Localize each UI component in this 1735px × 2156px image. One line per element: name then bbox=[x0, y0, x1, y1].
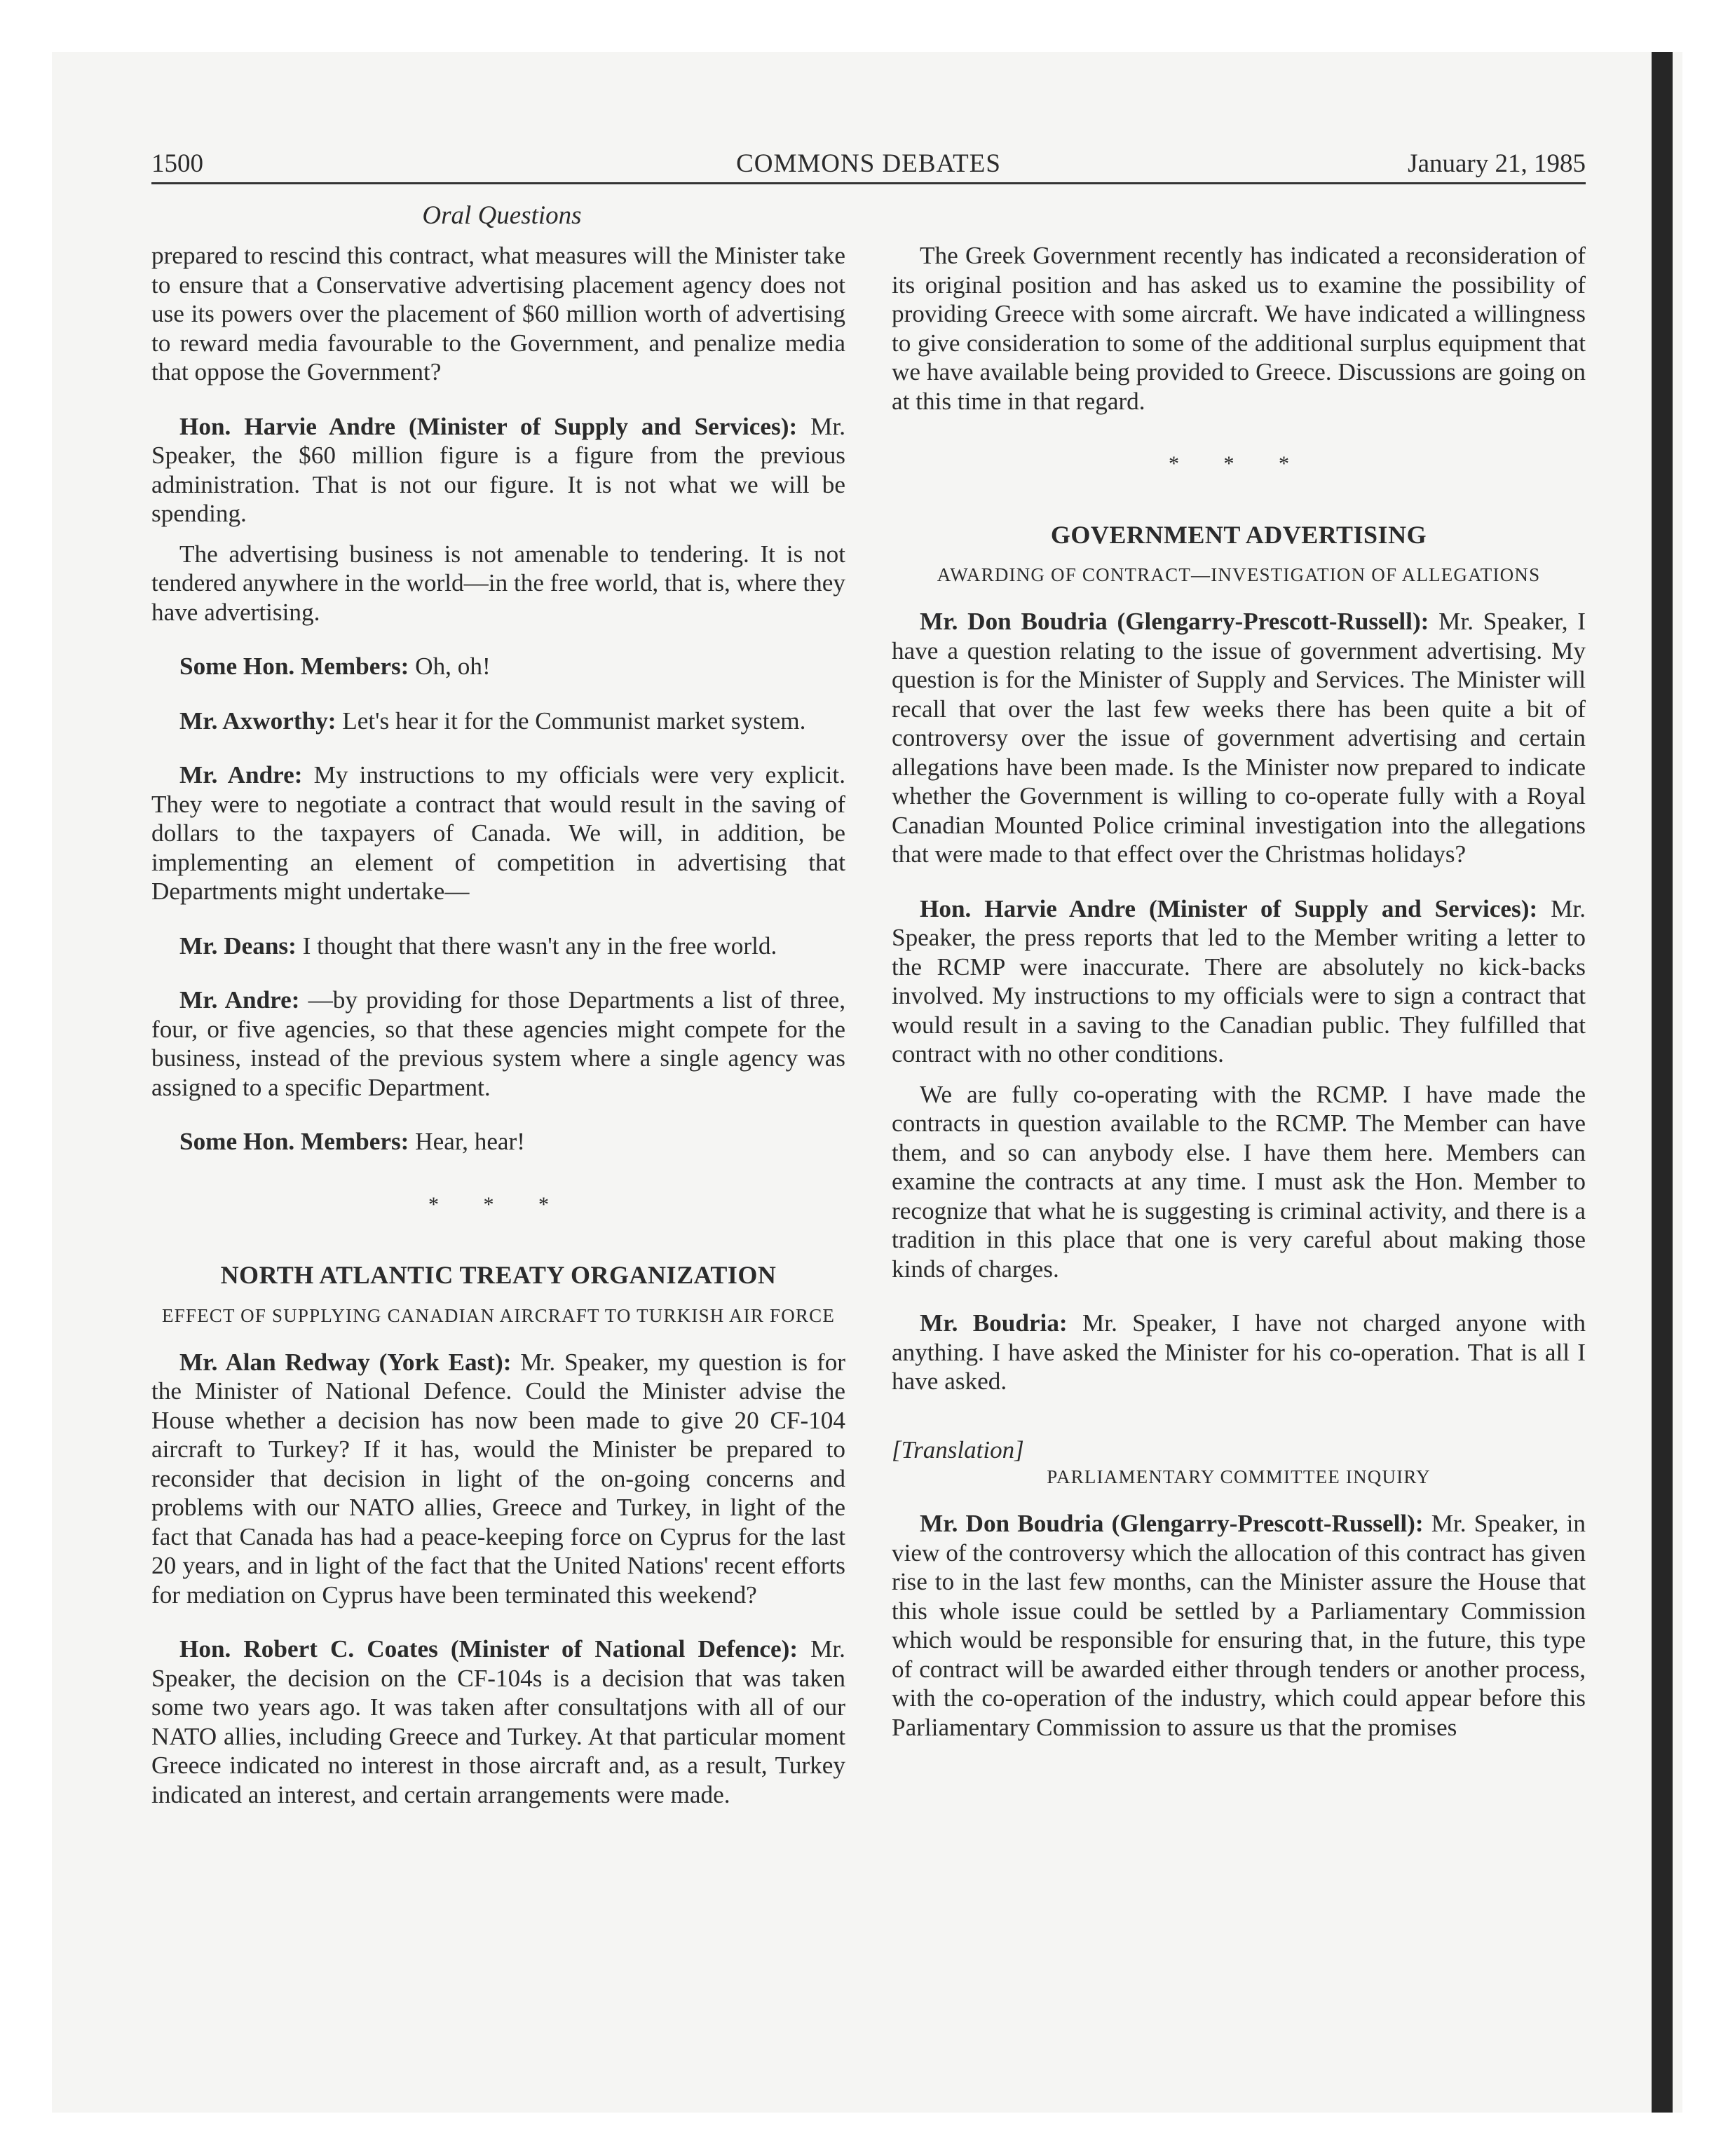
speaker-name: Mr. Axworthy: bbox=[179, 707, 336, 735]
page-number: 1500 bbox=[151, 149, 203, 178]
paragraph bbox=[151, 1635, 845, 1809]
paragraph bbox=[151, 412, 845, 528]
paragraph bbox=[151, 707, 845, 736]
translation-marker: [Translation] bbox=[892, 1435, 1024, 1464]
speaker-name: Mr. Alan Redway (York East): bbox=[179, 1348, 512, 1376]
publication-date: January 21, 1985 bbox=[1408, 149, 1586, 178]
speech-text: Oh, oh! bbox=[409, 653, 491, 680]
paragraph bbox=[151, 932, 845, 961]
speech-text: Hear, hear! bbox=[409, 1128, 525, 1155]
section-label: Oral Questions bbox=[422, 201, 582, 230]
paragraph: prepared to rescind this contract, what measures will the Minister take to ensure that a Conservative advertising placement agency does not use its powers over the placement of $60 million worth of advertising to reward media favourable to the Government, and penalize media that oppose the Government? bbox=[151, 242, 845, 386]
speaker-name: Mr. Don Boudria (Glengarry-Prescott-Russell): bbox=[920, 608, 1429, 635]
paragraph bbox=[151, 985, 845, 1102]
speech-text: Mr. Speaker, the $60 million figure is a figure from the previous administration. That is not our figure. It is not what we will be spending. bbox=[151, 412, 845, 527]
paragraph: The advertising business is not amenable to tendering. It is not tendered anywhere in the world—in the free world, that is, where they have advertising. bbox=[151, 540, 845, 626]
paragraph bbox=[892, 607, 1586, 869]
left-column bbox=[151, 241, 845, 1820]
section-subheading: AWARDING OF CONTRACT—INVESTIGATION OF ALLEGATIONS bbox=[937, 564, 1541, 585]
speech-text: Mr. Speaker, I have not charged anyone with anything. I have asked the Minister for his co-operation. That is all I have asked. bbox=[892, 1309, 1586, 1395]
speech-text: Mr. Speaker, I have a question relating to the issue of government advertising. My question is for the Minister of Supply and Services. The Minister will recall that over the last few weeks there has been quite a bit of controversy over the issue of government advertising and certain allegations have been made. Is the Minister now prepared to indicate whether the Government is willing to co-operate fully with a Royal Canadian Mounted Police criminal investigation into the allegations that were made to that effect over the Christmas holidays? bbox=[892, 608, 1586, 868]
paragraph bbox=[892, 1509, 1586, 1742]
speech-text: —by providing for those Departments a list of three, four, or five agencies, so that these agencies might compete for the business, instead of the previous system where a single agency was assigned to a specific Department. bbox=[151, 986, 845, 1101]
speaker-name: Some Hon. Members: bbox=[179, 1128, 409, 1155]
speech-text: Mr. Speaker, in view of the controversy which the allocation of this contract has given rise to in the last few months, can the Minister assure the House that this whole issue could be settled by a Parliamentary Commission which would be responsible for ensuring that, in the future, this type of contract will be awarded either through tenders or another process, with the co-operation of the industry, which could appear before this Parliamentary Commission to assure us that the promises bbox=[892, 1510, 1586, 1741]
section-divider: * * * bbox=[428, 1192, 569, 1216]
speech-text: My instructions to my officials were very explicit. They were to negotiate a contract that would result in the saving of dollars to the taxpayers of Canada. We will, in addition, be implementing an element of competition in advertising that Departments might undertake— bbox=[151, 761, 845, 905]
speaker-name: Mr. Andre: bbox=[179, 761, 303, 789]
section-heading: GOVERNMENT ADVERTISING bbox=[1050, 520, 1427, 549]
speech-text: Mr. Speaker, the press reports that led to the Member writing a letter to the RCMP were inaccurate. There are absolutely no kick-backs involved. My instructions to my officials were to sign a contract that would result in a saving to the Canadian public. They fulfilled that contract with no other conditions. bbox=[892, 894, 1586, 1067]
speaker-name: Hon. Harvie Andre (Minister of Supply and Services): bbox=[179, 412, 798, 440]
right-column bbox=[892, 241, 1586, 1753]
speaker-name: Mr. Andre: bbox=[179, 986, 300, 1014]
publication-title: COMMONS DEBATES bbox=[736, 149, 1001, 178]
paragraph bbox=[151, 652, 845, 681]
speaker-name: Some Hon. Members: bbox=[179, 653, 409, 680]
paragraph: The Greek Government recently has indicated a reconsideration of its original position and has asked us to examine the possibility of providing Greece with some aircraft. We have indicated a willingness to give consideration to some of the additional surplus equipment that we have available being provided to Greece. Discussions are going on at this time in that regard. bbox=[892, 242, 1586, 415]
speaker-name: Mr. Deans: bbox=[179, 932, 297, 960]
paragraph bbox=[892, 1309, 1586, 1396]
speaker-name: Hon. Harvie Andre (Minister of Supply and Services): bbox=[920, 894, 1538, 922]
paragraph bbox=[151, 760, 845, 906]
scan-edge-bar bbox=[1652, 52, 1673, 2113]
section-heading: NORTH ATLANTIC TREATY ORGANIZATION bbox=[220, 1261, 777, 1289]
speech-text: Mr. Speaker, my question is for the Minister of National Defence. Could the Minister advise the House whether a decision has now been made to give 20 CF-104 aircraft to Turkey? If it has, would the Minister be prepared to reconsider that decision in light of the on-going concerns and problems with our NATO allies, Greece and Turkey, in light of the fact that Canada has had a peace-keeping force on Cyprus for the last 20 years, and in light of the fact that the United Nations' recent efforts for mediation on Cyprus have been terminated this weekend? bbox=[151, 1348, 846, 1609]
section-subheading: PARLIAMENTARY COMMITTEE INQUIRY bbox=[1047, 1466, 1431, 1487]
section-subheading: EFFECT OF SUPPLYING CANADIAN AIRCRAFT TO TURKISH AIR FORCE bbox=[161, 1304, 836, 1326]
speaker-name: Mr. Don Boudria (Glengarry-Prescott-Russell): bbox=[920, 1510, 1424, 1537]
paragraph bbox=[892, 894, 1586, 1069]
section-divider: * * * bbox=[1169, 452, 1309, 475]
paragraph: We are fully co-operating with the RCMP. I have made the contracts in question available to the RCMP. The Member can have them, and so can anybody else. I have them here. Members can examine the contracts at any time. I must ask the Hon. Member to recognize that what he is suggesting is criminal activity, and there is a tradition in this place that one is very careful about making those kinds of charges. bbox=[892, 1080, 1586, 1283]
paragraph bbox=[151, 1127, 845, 1157]
speech-text: Let's hear it for the Communist market system. bbox=[336, 707, 806, 735]
speaker-name: Mr. Boudria: bbox=[920, 1309, 1068, 1337]
page-header bbox=[151, 149, 1586, 184]
speaker-name: Hon. Robert C. Coates (Minister of National Defence): bbox=[179, 1635, 798, 1663]
speech-text: Mr. Speaker, the decision on the CF-104s is a decision that was taken some two years ago. It was taken after consultatjons with all of our NATO allies, including Greece and Turkey. At that particular moment Greece indicated no interest in those aircraft and, as a result, Turkey indicated an interest, and certain arrangements were made. bbox=[151, 1635, 845, 1808]
speech-text: I thought that there wasn't any in the free world. bbox=[296, 932, 777, 960]
paragraph bbox=[151, 1348, 845, 1610]
